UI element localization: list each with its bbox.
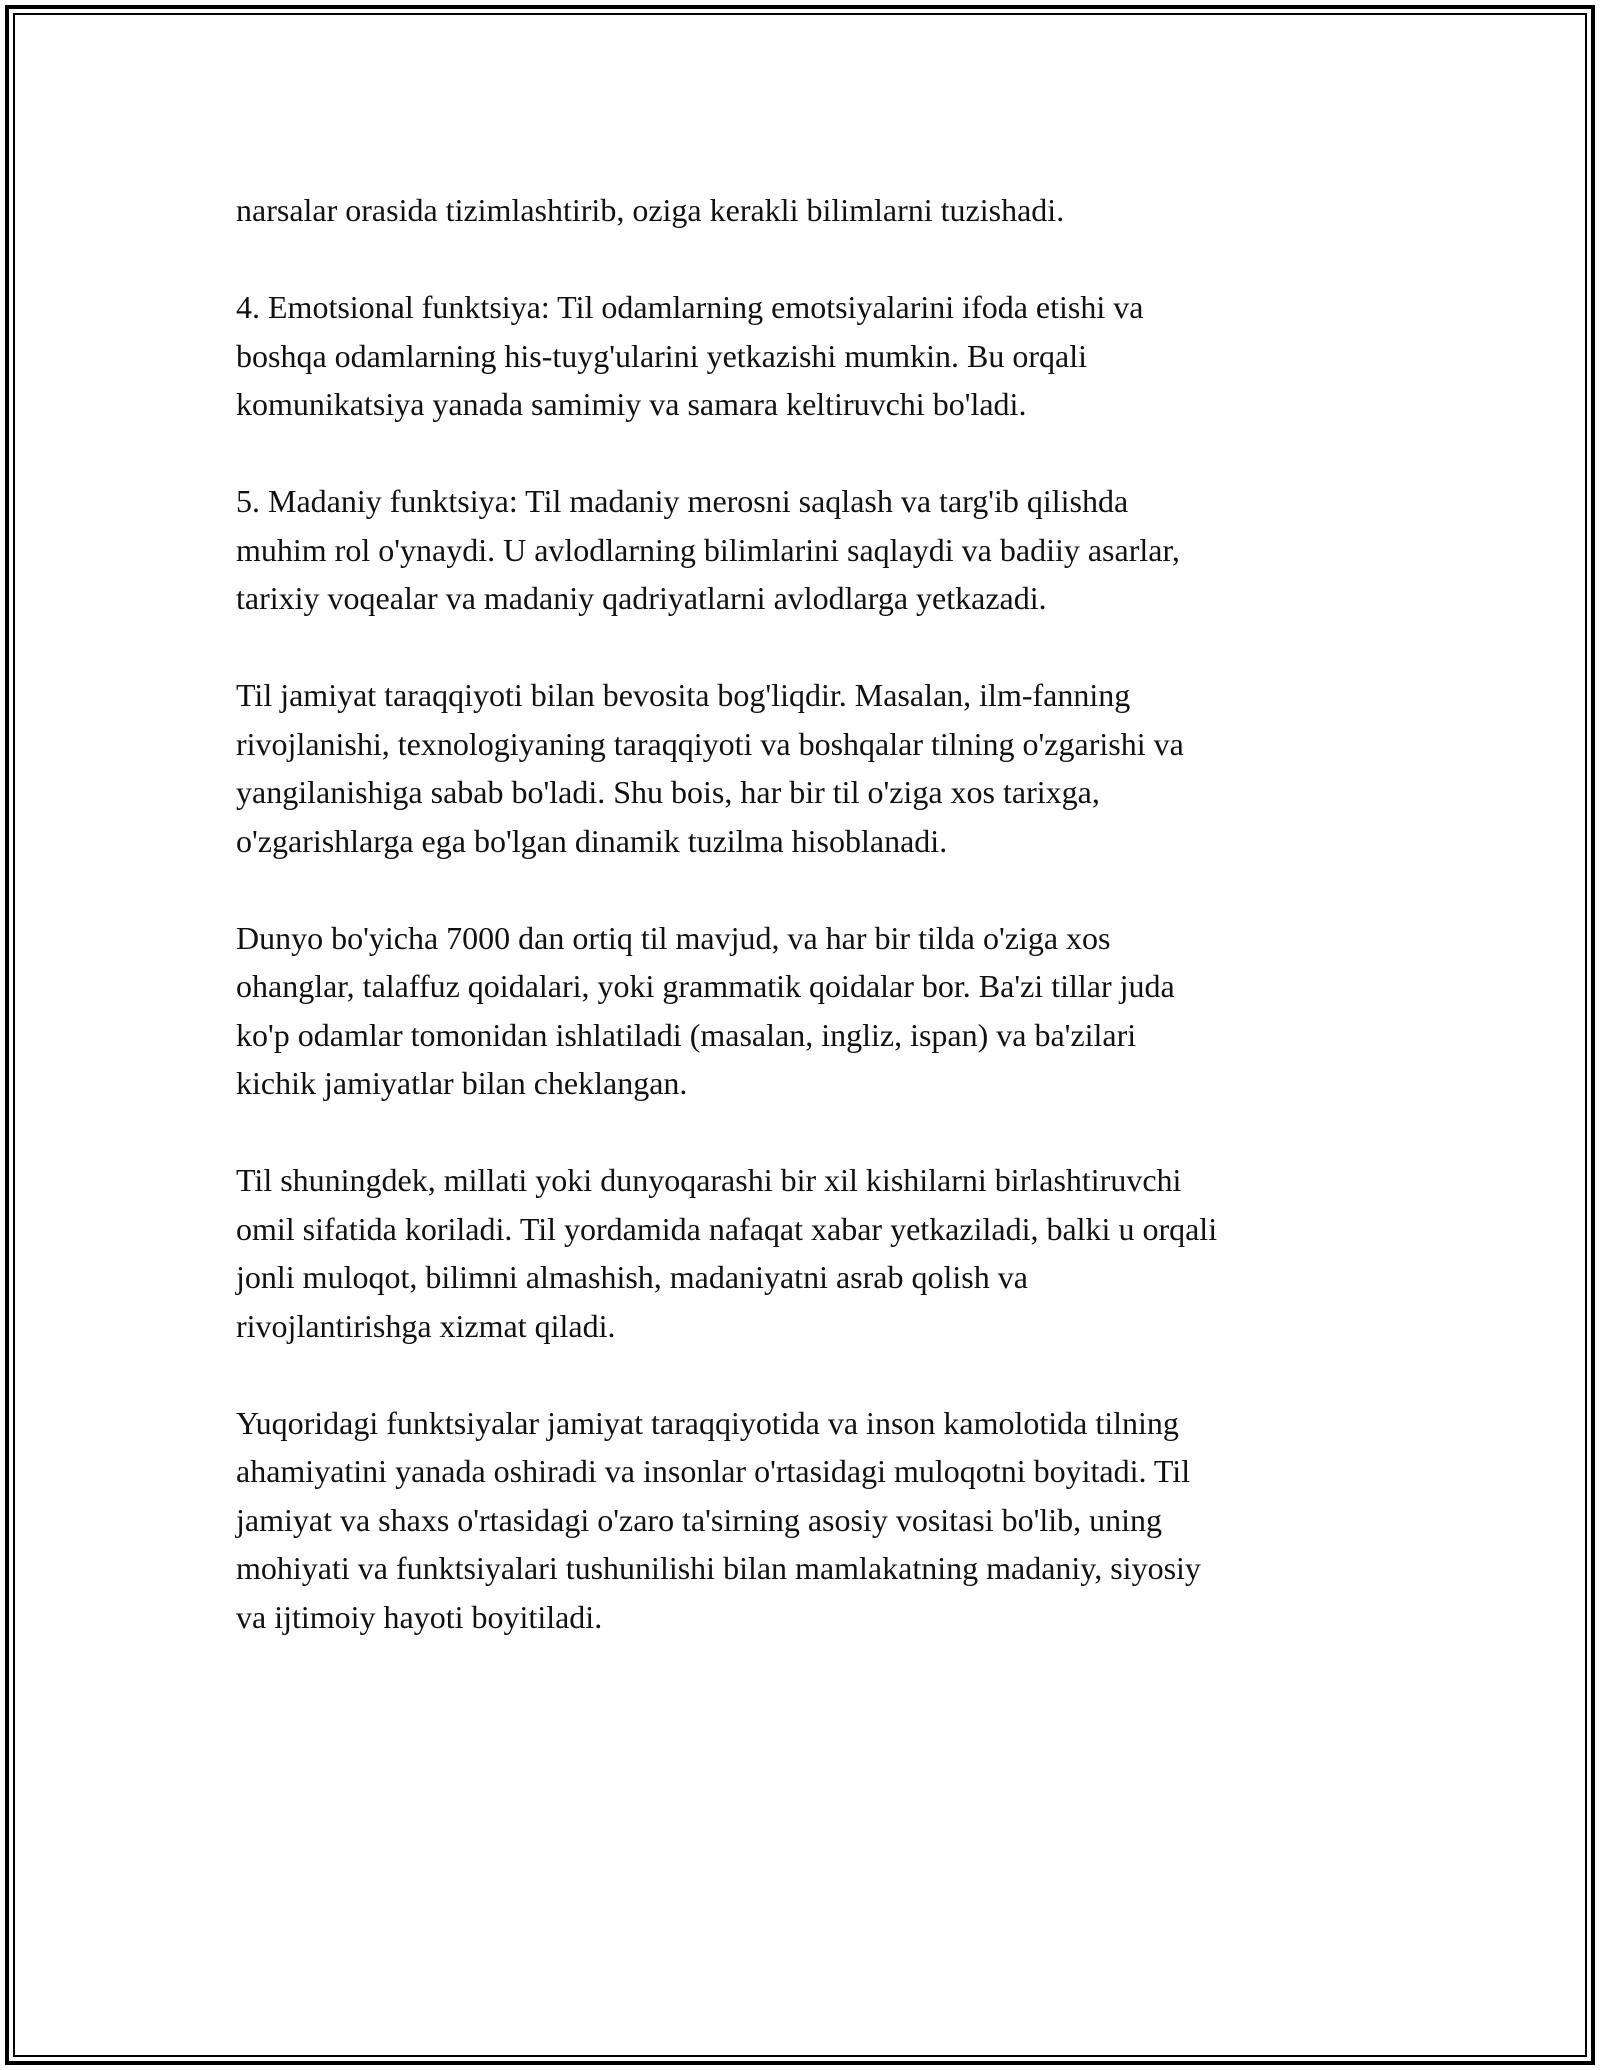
paragraph-cultural-function xyxy=(236,477,1386,623)
text-line: ko'p odamlar tomonidan ishlatiladi (masalan, ingliz, ispan) va ba'zilari xyxy=(236,1016,1137,1053)
text-line: ahamiyatini yanada oshiradi va insonlar o'rtasidagi muloqotni boyitadi. Til xyxy=(236,1453,1191,1489)
text-line: 4. Emotsional funktsiya: Til odamlarning emotsiyalarini ifoda etishi va xyxy=(236,289,1144,325)
document-body xyxy=(236,186,1386,1690)
text-line: yangilanishiga sabab bo'ladi. Shu bois, har bir til o'ziga xos tarixga, xyxy=(236,774,1100,810)
text-line: Til shuningdek, millati yoki dunyoqarashi bir xil kishilarni birlashtiruvchi xyxy=(236,1162,1182,1198)
paragraph-conclusion xyxy=(236,1399,1386,1642)
paragraph-emotional-function xyxy=(236,283,1386,429)
text-line: va ijtimoiy hayoti boyitiladi. xyxy=(236,1598,603,1635)
text-line: jamiyat va shaxs o'rtasidagi o'zaro ta'sirning asosiy vositasi bo'lib, uning xyxy=(236,1501,1163,1538)
paragraph-world-languages xyxy=(236,914,1386,1108)
paragraph-continuation xyxy=(236,186,1386,235)
paragraph-unifying-factor xyxy=(236,1156,1386,1350)
text-line: tarixiy voqealar va madaniy qadriyatlarni avlodlarga yetkazadi. xyxy=(236,580,1047,616)
text-line: Yuqoridagi funktsiyalar jamiyat taraqqiyotida va inson kamolotida tilning xyxy=(236,1404,1179,1441)
text-line: komunikatsiya yanada samimiy va samara keltiruvchi bo'ladi. xyxy=(236,386,1027,422)
text-line: Dunyo bo'yicha 7000 dan ortiq til mavjud, va har bir tilda o'ziga xos xyxy=(236,919,1111,956)
text-line: 5. Madaniy funktsiya: Til madaniy merosni saqlash va targ'ib qilishda xyxy=(236,483,1129,519)
text-line: ohanglar, talaffuz qoidalari, yoki grammatik qoidalar bor. Ba'zi tillar juda xyxy=(236,968,1175,1004)
paragraph-society-progress xyxy=(236,671,1386,865)
text-line: jonli muloqot, bilimni almashish, madaniyatni asrab qolish va xyxy=(236,1259,1028,1295)
text-line: muhim rol o'ynaydi. U avlodlarning bilimlarini saqlaydi va badiiy asarlar, xyxy=(236,531,1180,568)
text-line: omil sifatida koriladi. Til yordamida nafaqat xabar yetkaziladi, balki u orqali xyxy=(236,1210,1218,1247)
text-line: rivojlantirishga xizmat qiladi. xyxy=(236,1307,616,1344)
text-line: o'zgarishlarga ega bo'lgan dinamik tuzilma hisoblanadi. xyxy=(236,822,948,859)
text-line: kichik jamiyatlar bilan cheklangan. xyxy=(236,1065,688,1101)
text-line: mohiyati va funktsiyalari tushunilishi bilan mamlakatning madaniy, siyosiy xyxy=(236,1550,1201,1586)
text-line: rivojlanishi, texnologiyaning taraqqiyoti va boshqalar tilning o'zgarishi va xyxy=(236,725,1184,762)
text-line: Til jamiyat taraqqiyoti bilan bevosita bog'liqdir. Masalan, ilm-fanning xyxy=(236,677,1131,713)
text-line: boshqa odamlarning his-tuyg'ularini yetkazishi mumkin. Bu orqali xyxy=(236,337,1087,374)
text-line: narsalar orasida tizimlashtirib, oziga kerakli bilimlarni tuzishadi. xyxy=(236,192,1065,228)
